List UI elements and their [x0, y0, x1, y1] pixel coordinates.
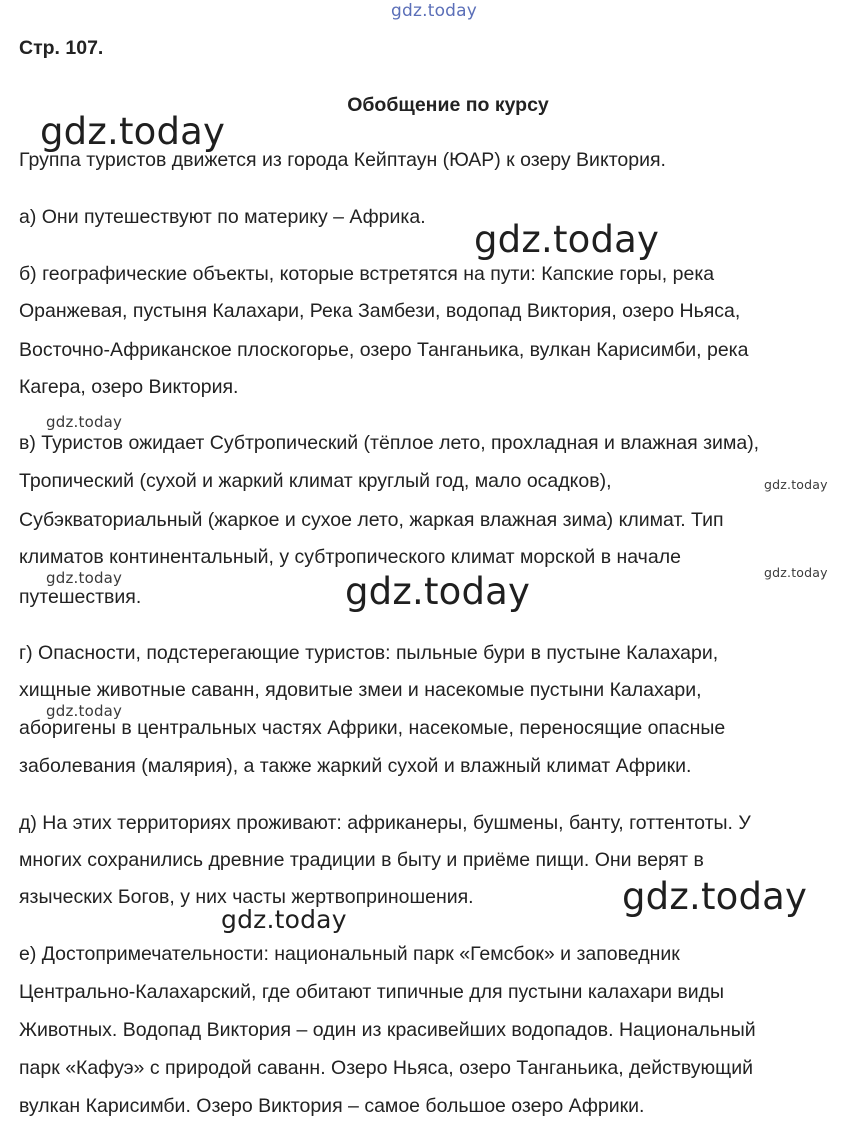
- text-line: г) Опасности, подстерегающие туристов: пыльные бури в пустыне Калахари,: [19, 642, 719, 664]
- text-line: Группа туристов движется из города Кейптаун (ЮАР) к озеру Виктория.: [19, 149, 666, 171]
- text-line: в) Туристов ожидает Субтропический (тёплое лето, прохладная и влажная зима),: [19, 432, 760, 454]
- page-title: Обобщение по курсу: [347, 94, 549, 116]
- text-line: д) На этих территориях проживают: африканеры, бушмены, банту, готтентоты. У: [19, 812, 751, 834]
- text-line: Оранжевая, пустыня Калахари, Река Замбези, водопад Виктория, озеро Ньяса,: [19, 300, 741, 322]
- text-line: Субэкваториальный (жаркое и сухое лето, жаркая влажная зима) климат. Тип: [19, 509, 724, 531]
- watermark: gdz.today: [46, 569, 123, 587]
- text-line: климатов континентальный, у субтропического климат морской в начале: [19, 546, 681, 568]
- text-line: е) Достопримечательности: национальный парк «Гемсбок» и заповедник: [19, 943, 680, 965]
- watermark: gdz.today: [40, 110, 226, 153]
- watermark: gdz.today: [622, 875, 808, 918]
- text-line: Животных. Водопад Виктория – один из красивейших водопадов. Национальный: [19, 1019, 756, 1041]
- watermark: gdz.today: [345, 570, 531, 613]
- text-line: б) географические объекты, которые встретятся на пути: Капские горы, река: [19, 263, 715, 285]
- watermark: gdz.today: [764, 565, 828, 580]
- text-line: а) Они путешествуют по материку – Африка.: [19, 206, 426, 228]
- watermark: gdz.today: [221, 905, 347, 934]
- text-line: путешествия.: [19, 586, 142, 608]
- text-line: языческих Богов, у них часты жертвоприношения.: [19, 886, 474, 908]
- text-line: вулкан Карисимби. Озеро Виктория – самое большое озеро Африки.: [19, 1095, 645, 1117]
- watermark: gdz.today: [46, 702, 123, 720]
- text-line: многих сохранились древние традиции в быту и приёме пищи. Они верят в: [19, 849, 704, 871]
- top-watermark: gdz.today: [391, 1, 478, 21]
- text-line: заболевания (малярия), а также жаркий сухой и влажный климат Африки.: [19, 755, 692, 777]
- text-line: аборигены в центральных частях Африки, насекомые, переносящие опасные: [19, 717, 726, 739]
- watermark: gdz.today: [474, 218, 660, 261]
- text-line: Центрально-Калахарский, где обитают типичные для пустыни калахари виды: [19, 981, 725, 1003]
- watermark: gdz.today: [764, 477, 828, 492]
- text-line: Кагера, озеро Виктория.: [19, 376, 239, 398]
- page-number: Стр. 107.: [19, 37, 104, 59]
- watermark: gdz.today: [46, 413, 123, 431]
- text-line: парк «Кафуэ» с природой саванн. Озеро Ньяса, озеро Танганьика, действующий: [19, 1057, 753, 1079]
- text-line: хищные животные саванн, ядовитые змеи и насекомые пустыни Калахари,: [19, 679, 702, 701]
- text-line: Тропический (сухой и жаркий климат круглый год, мало осадков),: [19, 470, 612, 492]
- text-line: Восточно-Африканское плоскогорье, озеро Танганьика, вулкан Карисимби, река: [19, 339, 749, 361]
